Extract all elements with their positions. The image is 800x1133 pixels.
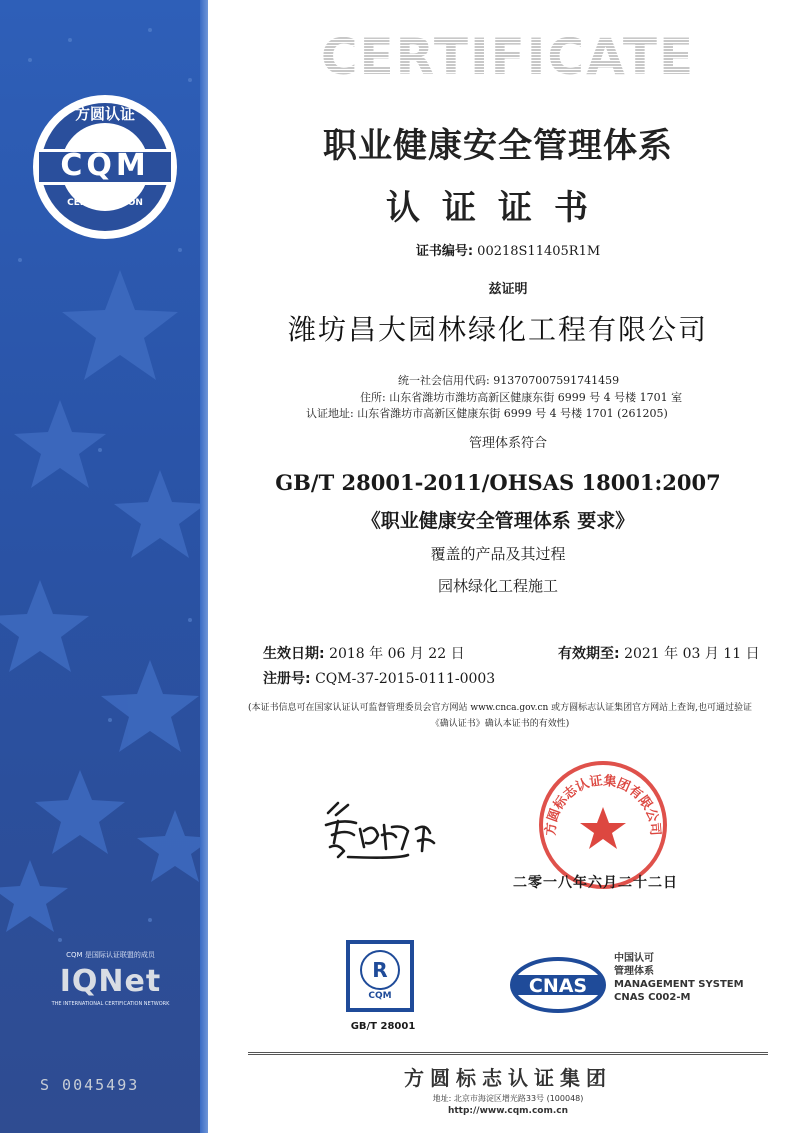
iqnet-subcaption: THE INTERNATIONAL CERTIFICATION NETWORK — [51, 1001, 170, 1007]
title-line-2: 认证证书 — [386, 188, 610, 228]
issuer-address: 地址: 北京市海淀区增光路33号 (100048) — [432, 1094, 584, 1103]
certificate-number — [228, 240, 788, 259]
cnas-logo-text: CNAS — [528, 975, 588, 997]
cqm-mark-logo — [346, 940, 414, 1012]
registration-value: CQM-37-2015-0111-0003 — [315, 671, 496, 687]
effective-date-label: 生效日期: — [263, 646, 325, 662]
credit-code: 统一社会信用代码: 913707007591741459 — [398, 374, 620, 387]
certificate-heading: CERTIFICATE — [278, 28, 738, 86]
issue-date: 二零一八年六月二十二日 — [513, 875, 678, 891]
scope-value: 园林绿化工程施工 — [437, 577, 558, 595]
cqm-mark-text: CQM — [368, 991, 392, 1001]
cnas-line-3: MANAGEMENT SYSTEM — [614, 979, 744, 990]
hereby-certify: 兹证明 — [488, 282, 528, 297]
effective-date-value: 2018 年 06 月 22 日 — [329, 646, 465, 662]
standard-name: 《职业健康安全管理体系 要求》 — [361, 510, 635, 532]
issuer-website[interactable]: http://www.cqm.com.cn — [447, 1106, 569, 1116]
footer-divider-2 — [248, 1054, 768, 1055]
title-line-1: 职业健康安全管理体系 — [323, 126, 673, 166]
registration-number — [263, 668, 495, 688]
valid-until — [558, 643, 760, 663]
notice-line-1: (本证书信息可在国家认证认可监督管理委员会官方网站 www.cnca.gov.cn 或方圆标志认证集团官方网站上查询,也可通过验证 — [248, 703, 752, 713]
company-address: 住所: 山东省潍坊市潍坊高新区健康东街 6999 号 4 号楼 1701 室 — [360, 391, 683, 404]
valid-until-label: 有效期至: — [558, 646, 620, 662]
registration-label: 注册号: — [263, 671, 311, 687]
company-name: 潍坊昌大园林绿化工程有限公司 — [287, 313, 708, 346]
standard-code: GB/T 28001-2011/OHSAS 18001:2007 — [275, 470, 721, 495]
scope-label: 覆盖的产品及其过程 — [430, 545, 566, 563]
cnas-description — [614, 952, 744, 1004]
valid-until-value: 2021 年 03 月 11 日 — [624, 646, 760, 662]
iqnet-logo: IQNet — [59, 964, 162, 999]
handwritten-signature — [308, 795, 468, 865]
cqm-mark-letter: R — [372, 958, 388, 982]
cqm-mark-circle — [360, 950, 400, 990]
cqm-logo-bottom-text: CERTIFICATION — [67, 198, 143, 208]
verification-notice — [230, 700, 770, 732]
cnas-line-4: CNAS C002-M — [614, 992, 691, 1003]
seal-text: 方圆标志认证集团有限公司 — [543, 773, 663, 837]
certificate-content — [208, 0, 800, 1133]
cqm-logo-main-text: CQM — [60, 148, 150, 183]
cqm-mark-caption: GB/T 28001 — [350, 1021, 416, 1032]
iqnet-block — [18, 950, 203, 1007]
certified-address: 认证地址: 山东省潍坊市高新区健康东街 6999 号 4 号楼 1701 (261205) — [306, 407, 668, 420]
effective-date — [263, 643, 465, 663]
cnas-logo — [508, 955, 608, 1015]
left-blue-band — [0, 0, 208, 1133]
cnas-line-2: 管理体系 — [614, 966, 654, 977]
conforms-label: 管理体系符合 — [468, 436, 547, 451]
cnas-line-1: 中国认可 — [614, 953, 654, 964]
issuer-group-name: 方圆标志认证集团 — [404, 1066, 612, 1090]
serial-number: S 0045493 — [40, 1076, 140, 1094]
cert-no-value: 00218S11405R1M — [477, 244, 601, 259]
cqm-logo-top-text: 方圆认证 — [74, 105, 135, 123]
notice-line-2: 《确认证书》确认本证书的有效性) — [430, 719, 570, 729]
iqnet-caption: CQM 是国际认证联盟的成员 — [66, 951, 155, 959]
cert-no-label: 证书编号: — [415, 244, 474, 259]
footer-divider — [248, 1052, 768, 1053]
